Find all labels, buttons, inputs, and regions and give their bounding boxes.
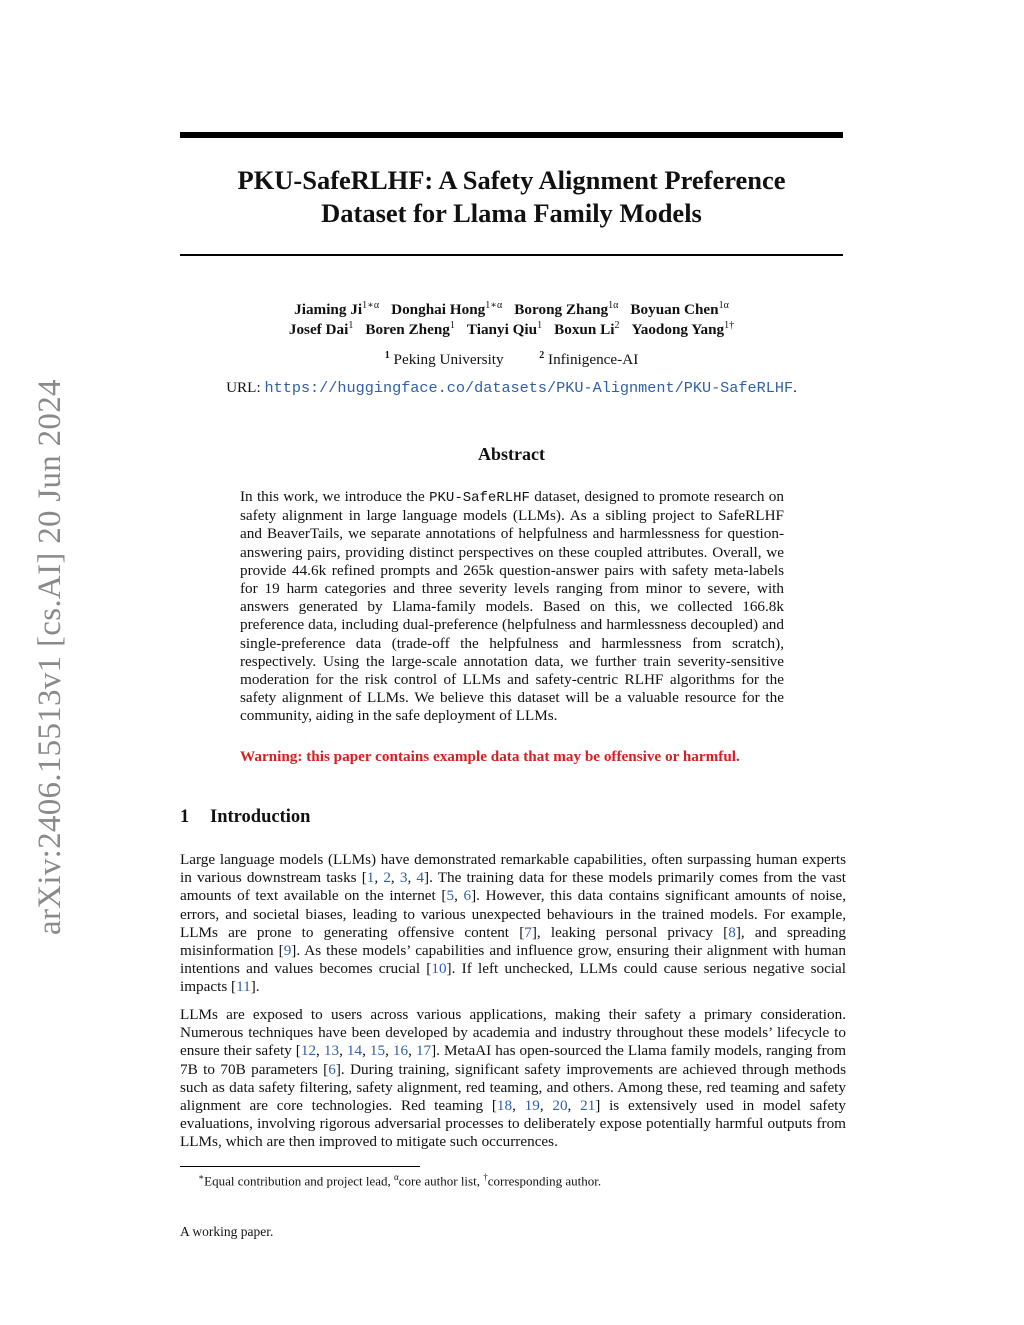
affiliation-2-number: 2 <box>539 350 545 361</box>
author-name: Jiaming $Ji^{1∗\alpha}$ <box>294 300 380 319</box>
url-trailing: . <box>793 379 797 396</box>
author-affiliation-mark: 1 <box>348 320 354 331</box>
intro-paragraph-1: Large language models (LLMs) have demonstrated remarkable capabilities, often surpassing human experts in various downstream tasks [1, 2, 3, 4]. The training data for these models primarily comes from the vast amounts of text available on the internet [5, 6]. However, this data contains significant amounts of noise, errors, and societal biases, leading to various unexpected behaviours in the trained models. For example, LLMs are prone to generating offensive content [7], leaking personal privacy [8], and spreading misinformation [9]. As these models’ capabilities and influence grow, ensuring their alignment with human intentions and values becomes crucial [10]. If left unchecked, LLMs could cause serious negative social impacts [11]. <box>180 851 847 996</box>
authors-row-1 <box>180 300 843 319</box>
citation-link[interactable]: 2 <box>383 869 391 887</box>
working-paper-note: A working paper. <box>180 1224 274 1239</box>
url-label: URL: <box>226 379 261 396</box>
title-bottom-rule <box>180 254 843 256</box>
affiliation-2-name: Infinigence-AI <box>548 351 639 369</box>
citation-link[interactable]: 15 <box>369 1042 386 1060</box>
paper-title <box>180 164 843 230</box>
citation-link[interactable]: 14 <box>346 1042 363 1060</box>
footnote-mark: α <box>394 1172 399 1182</box>
author-affiliation-mark: 1∗α <box>485 300 503 311</box>
content-warning: Warning: this paper contains example data that may be offensive or harmful. <box>240 748 740 765</box>
author-affiliation-mark: 1 <box>449 320 455 331</box>
arxiv-side-label: arXiv:2406.15513v1 [cs.AI] 20 Jun 2024 <box>32 379 68 935</box>
authors-row-2 <box>180 320 843 339</box>
footnote-mark: ∗ <box>198 1172 205 1182</box>
citation-link[interactable]: 21 <box>580 1097 596 1115</box>
citation-link[interactable]: 1 <box>366 869 375 887</box>
abstract-post: dataset, designed to promote research on safety alignment in large language models (LLMs). As a sibling project to SafeRLHF and BeaverTails, we separate annotations of helpfulness and harmlessness for question-answering pairs, providing distinct perspectives on these coupled attributes. Overall, we provide 44.6k refined prompts and 265k question-answer pairs with safety meta-labels for 19 harm categories and three severity levels ranging from minor to severe, with answers generated by Llama-family models. Based on this, we collected 166.8k preference data, including dual-preference (helpfulness and harmlessness decoupled) and single-preference data (trade-off the helpfulness and harmlessness from scratch), respectively. Using the large-scale annotation data, we further train severity-sensitive moderation for the risk control of LLMs and safety-centric RLHF algorithms for the safety alignment of LLMs. We believe this dataset will be a valuable resource for the community, aiding in the safe deployment of LLMs. <box>240 488 784 725</box>
citation-link[interactable]: 6 <box>463 887 472 905</box>
footnote-text: core author list, <box>398 1173 484 1189</box>
citation-link[interactable]: 7 <box>524 923 532 941</box>
affiliation-1-name: Peking University <box>393 351 504 369</box>
abstract-text <box>240 488 784 726</box>
author-name: Boxun Li$^2$ <box>554 320 620 339</box>
section-number: 1 <box>180 807 190 827</box>
citation-link[interactable]: 9 <box>283 942 292 960</box>
citation-link[interactable]: 17 <box>415 1042 432 1060</box>
citation-link[interactable]: 20 <box>552 1097 568 1115</box>
intro-paragraph-2: LLMs are exposed to users across various applications, making their safety a primary consideration. Numerous techniques have been developed by academia and industry throughout these models’ lifecycle to ensure their safety [12, 13, 14, 15, 16, 17]. MetaAI has open-sourced the Llama family models, ranging from 7B to 70B parameters [6]. During training, significant safety improvements are achieved through methods such as data safety filtering, safety alignment, red teaming, and others. Among these, red teaming and safety alignment are core technologies. Red teaming [18, 19, 20, 21] is extensively used in model safety evaluations, involving rigorous adversarial processes to deliberately expose potentially harmful outputs from LLMs, which are then improved to mitigate such occurrences. <box>180 1006 847 1151</box>
dataset-url-link[interactable]: https://huggingface.co/datasets/PKU-Alignment/PKU-SafeRLHF <box>264 379 794 397</box>
citation-link[interactable]: 10 <box>431 960 447 978</box>
citation-link[interactable]: 6 <box>328 1060 336 1078</box>
author-name: Donghai Hong$^{1∗\alpha}$ <box>391 300 503 319</box>
abstract-dataset-code: PKU-SafeRLHF <box>429 490 530 506</box>
author-name: Boren Zheng$^1$ <box>365 320 455 339</box>
title-top-rule <box>180 132 843 138</box>
citation-link[interactable]: 8 <box>728 923 736 941</box>
citation-link[interactable]: 4 <box>416 869 425 887</box>
author-affiliation-mark: 1† <box>724 320 735 331</box>
section-title: Introduction <box>210 807 311 827</box>
author-affiliation-mark: 1α <box>718 300 729 311</box>
footnote-text: corresponding author. <box>487 1173 602 1189</box>
dataset-url-line <box>180 379 843 397</box>
citation-link[interactable]: 11 <box>236 978 251 996</box>
title-line-2: Dataset for Llama Family Models <box>321 198 702 228</box>
footnote <box>198 1172 601 1189</box>
title-line-1: PKU-SafeRLHF: A Safety Alignment Preference <box>237 165 786 195</box>
citation-link[interactable]: 5 <box>446 887 455 905</box>
abstract-pre: In this work, we introduce the <box>240 488 430 505</box>
footnote-text: Equal contribution and project lead, <box>204 1173 395 1189</box>
section-heading-introduction <box>180 807 310 828</box>
author-affiliation-mark: 1∗α <box>362 300 380 311</box>
citation-link[interactable]: 13 <box>323 1042 340 1060</box>
affiliations <box>180 350 843 369</box>
affiliation-1-number: 1 <box>384 350 390 361</box>
author-name: Yaodong Yang$^{1\dagger}$ <box>631 320 735 339</box>
author-affiliation-mark: 1 <box>537 320 543 331</box>
footnote-rule <box>180 1166 420 1167</box>
abstract-heading: Abstract <box>478 444 545 464</box>
footnote-mark: † <box>483 1172 488 1182</box>
author-name: Boyuan Chen$^{1\alpha}$ <box>630 300 729 319</box>
author-affiliation-mark: 1α <box>608 300 619 311</box>
author-name: Tianyi Qiu$^1$ <box>466 320 543 339</box>
citation-link[interactable]: 16 <box>392 1042 409 1060</box>
citation-link[interactable]: 3 <box>399 869 408 887</box>
citation-link[interactable]: 12 <box>300 1042 317 1060</box>
citation-link[interactable]: 18 <box>496 1097 513 1115</box>
citation-link[interactable]: 19 <box>524 1097 540 1115</box>
author-affiliation-mark: 2 <box>614 320 620 331</box>
author-name: Josef Dai$^1$ <box>288 320 354 339</box>
author-name: Borong Zhang$^{1\alpha}$ <box>514 300 619 319</box>
